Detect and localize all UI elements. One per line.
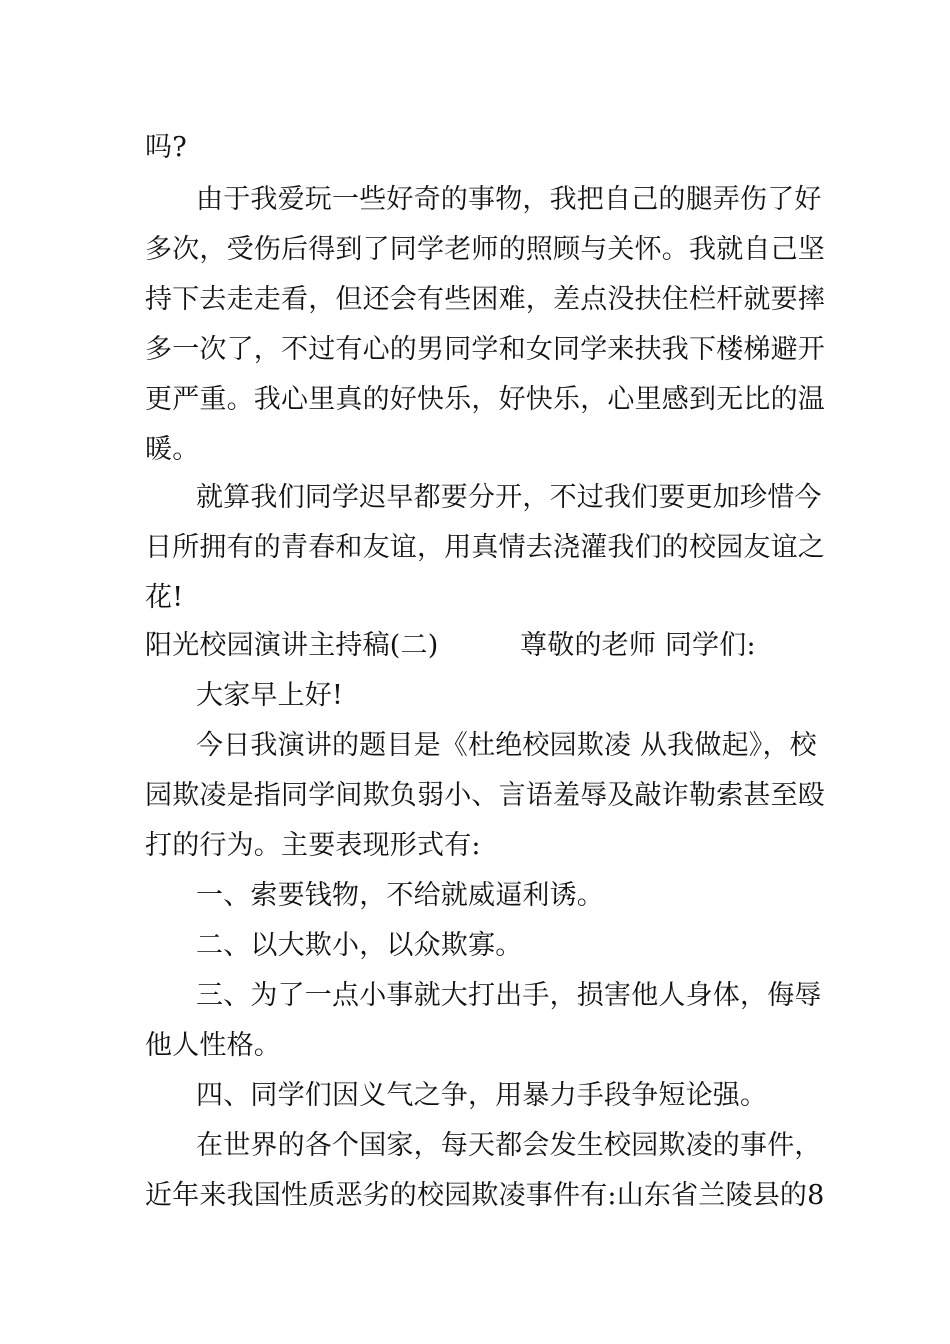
text-line: 多一次了，不过有心的男同学和女同学来扶我下楼梯避开 bbox=[145, 334, 825, 365]
text-line: 近年来我国性质恶劣的校园欺凌事件有:山东省兰陵县的8 bbox=[145, 1180, 825, 1211]
list-item: 三、为了一点小事就大打出手，损害他人身体，侮辱 bbox=[196, 980, 822, 1011]
text-line: 多次，受伤后得到了同学老师的照顾与关怀。我就自己坚 bbox=[145, 234, 825, 265]
text-line: 大家早上好! bbox=[196, 680, 344, 711]
list-item: 二、以大欺小，以众欺寡。 bbox=[196, 930, 523, 961]
text-line: 就算我们同学迟早都要分开，不过我们要更加珍惜今 bbox=[196, 482, 822, 513]
text-line: 在世界的各个国家，每天都会发生校园欺凌的事件， bbox=[196, 1130, 822, 1161]
text-line: 打的行为。主要表现形式有: bbox=[145, 830, 481, 861]
text-line: 日所拥有的青春和友谊，用真情去浇灌我们的校园友谊之 bbox=[145, 532, 825, 563]
list-item: 四、同学们因义气之争，用暴力手段争短论强。 bbox=[196, 1080, 768, 1111]
section-heading: 阳光校园演讲主持稿(二) 尊敬的老师 同学们: bbox=[145, 630, 756, 661]
text-line: 吗? bbox=[145, 132, 187, 163]
text-line: 花! bbox=[145, 582, 184, 613]
text-line: 由于我爱玩一些好奇的事物，我把自己的腿弄伤了好 bbox=[196, 184, 822, 215]
text-line: 今日我演讲的题目是《杜绝校园欺凌 从我做起》，校 bbox=[196, 730, 817, 761]
text-line: 他人性格。 bbox=[145, 1030, 281, 1061]
list-item: 一、索要钱物，不给就威逼利诱。 bbox=[196, 880, 604, 911]
text-line: 园欺凌是指同学间欺负弱小、言语羞辱及敲诈勒索甚至殴 bbox=[145, 780, 825, 811]
text-line: 持下去走走看，但还会有些困难，差点没扶住栏杆就要摔 bbox=[145, 284, 825, 315]
text-line: 暖。 bbox=[145, 434, 200, 465]
text-line: 更严重。我心里真的好快乐，好快乐，心里感到无比的温 bbox=[145, 384, 825, 415]
